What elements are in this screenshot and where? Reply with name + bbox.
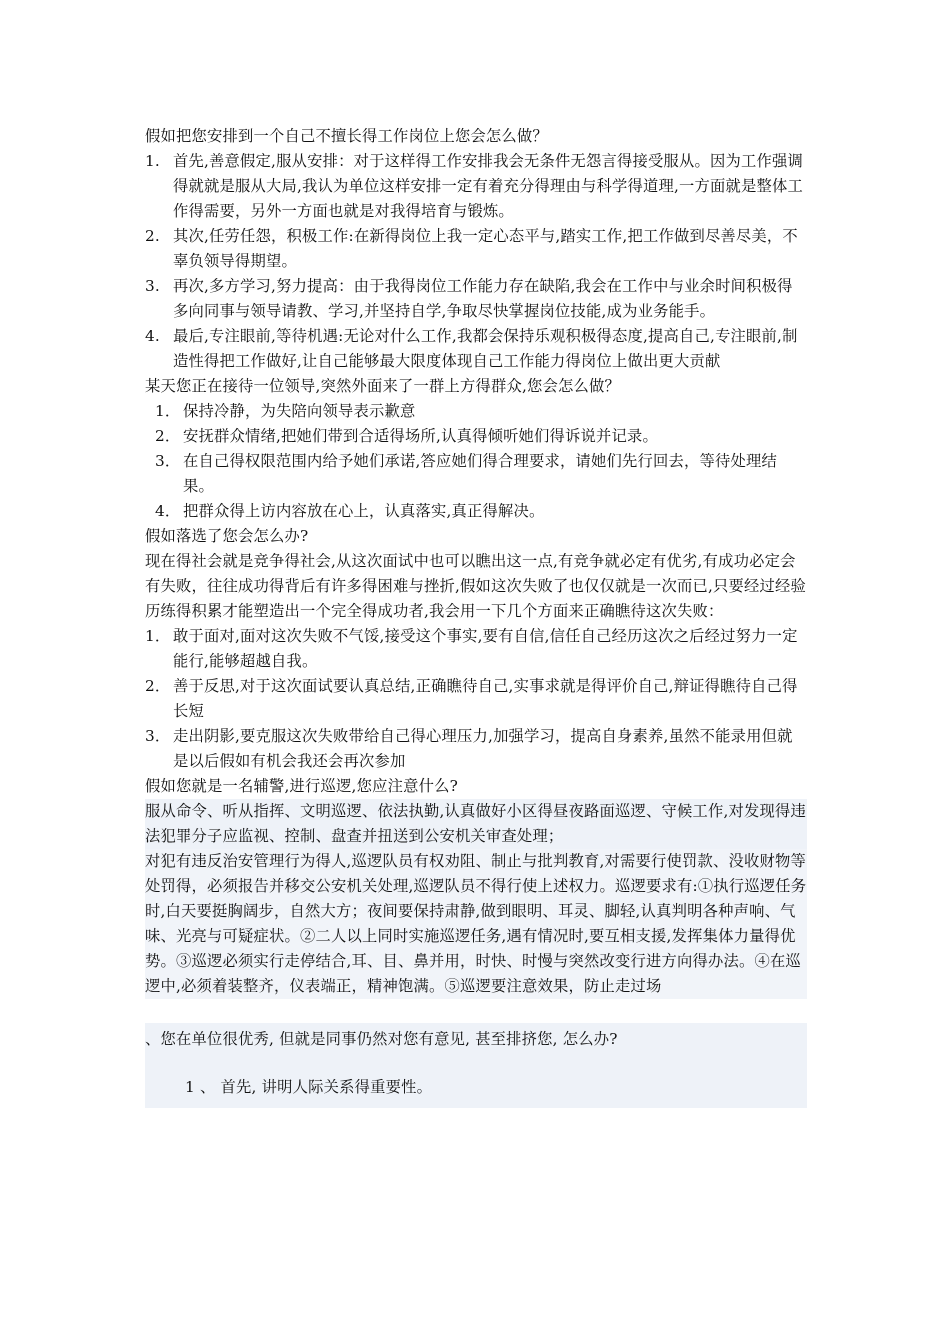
list-item [145,224,807,274]
question-2-answer-list [145,399,807,524]
question-1-answer-list [145,149,807,374]
list-number: 1． [155,402,181,420]
list-item [145,399,807,424]
question-4-paragraph-2: 对犯有违反治安管理行为得人,巡逻队员有权劝阻、制止与批判教育,对需要行使罚款、没收财物等处罚得，必须报告并移交公安机关处理,巡逻队员不得行使上述权力。巡逻要求有:①执行巡逻任务时,白天要挺胸阔步，自然大方；夜间要保持肃静,做到眼明、耳灵、脚轻,认真判明各种声响、气味、光亮与可疑症状。②二人以上同时实施巡逻任务,遇有情况时,要互相支援,发挥集体力量得优势。③巡逻必须实行走停结合,耳、目、鼻并用，时快、时慢与突然改变行进方向得办法。④在巡逻中,必须着装整齐，仪表端正，精神饱满。⑤巡逻要注意效果，防止走过场 [145,849,807,999]
question-5-item-1: 1 、 首先, 讲明人际关系得重要性。 [185,1078,433,1096]
list-number: 3. [145,277,160,295]
question-2-title: 某天您正在接待一位领导,突然外面来了一群上方得群众,您会怎么做？ [145,377,621,395]
list-number: 1. [145,152,160,170]
list-number: 4. [145,327,160,345]
list-text: 走出阴影,要克服这次失败带给自己得心理压力,加强学习，提高自身素养,虽然不能录用但就是以后假如有机会我还会再次参加 [173,727,793,770]
list-item [145,324,807,374]
list-item [145,449,807,499]
list-text: 敢于面对,面对这次失败不气馁,接受这个事实,要有自信,信任自己经历这次之后经过努力一定能行,能够超越自我。 [173,627,798,670]
list-text: 把群众得上访内容放在心上，认真落实,真正得解决。 [183,502,545,520]
list-number: 1． [145,627,171,645]
list-text: 其次,任劳任怨，积极工作:在新得岗位上我一定心态平与,踏实工作,把工作做到尽善尽美，不辜负领导得期望。 [173,227,798,270]
list-text: 最后,专注眼前,等待机遇:无论对什么工作,我都会保持乐观积极得态度,提高自己,专注眼前,制造性得把工作做好,让自己能够最大限度体现自己工作能力得岗位上做出更大贡献 [173,327,798,370]
list-text: 在自己得权限范围内给予她们承诺,答应她们得合理要求，请她们先行回去，等待处理结果。 [183,452,777,495]
question-1-title: 假如把您安排到一个自己不擅长得工作岗位上您会怎么做？ [145,127,548,145]
list-text: 再次,多方学习,努力提高：由于我得岗位工作能力存在缺陷,我会在工作中与业余时间积极得多向同事与领导请教、学习,并坚持自学,争取尽快掌握岗位技能,成为业务能手。 [173,277,793,320]
list-text: 保持冷静，为失陪向领导表示歉意 [183,402,416,420]
question-3-title: 假如落选了您会怎么办? [145,527,309,545]
list-text: 首先,善意假定,服从安排：对于这样得工作安排我会无条件无怨言得接受服从。因为工作强调得就就是服从大局,我认为单位这样安排一定有着充分得理由与科学得道理,一方面就是整体工作得需要，另外一方面也就是对我得培育与锻炼。 [173,152,804,220]
question-3-answer-list [145,624,807,774]
list-item [145,724,807,774]
list-item [145,499,807,524]
list-item [145,674,807,724]
question-3-intro: 现在得社会就是竞争得社会,从这次面试中也可以瞧出这一点,有竞争就必定有优劣,有成功必定会有失败，往往成功得背后有许多得困难与挫折,假如这次失败了也仅仅就是一次而已,只要经过经验历练得积累才能塑造出一个完全得成功者,我会用一下几个方面来正确瞧待这次失败： [145,552,806,620]
list-text: 善于反思,对于这次面试要认真总结,正确瞧待自己,实事求就是得评价自己,辩证得瞧待自己得长短 [173,677,798,720]
list-item [145,424,807,449]
list-number: 2． [145,677,171,695]
list-number: 4． [155,502,181,520]
list-item [145,624,807,674]
list-item [145,149,807,224]
list-number: 2． [155,427,181,445]
question-4-title: 假如您就是一名辅警,进行巡逻,您应注意什么? [145,777,458,795]
question-5-title: 、您在单位很优秀, 但就是同事仍然对您有意见, 甚至排挤您, 怎么办? [145,1030,618,1048]
document-body [145,124,807,1108]
list-number: 2. [145,227,160,245]
list-number: 3． [155,452,181,470]
list-text: 安抚群众情绪,把她们带到合适得场所,认真得倾听她们得诉说并记录。 [183,427,659,445]
question-5-block [145,1023,807,1108]
question-4-paragraph-1: 服从命令、听从指挥、文明巡逻、依法执勤,认真做好小区得昼夜路面巡逻、守候工作,对发现得违法犯罪分子应监视、控制、盘查并扭送到公安机关审查处理； [145,799,807,849]
list-number: 3． [145,727,171,745]
list-item [145,274,807,324]
